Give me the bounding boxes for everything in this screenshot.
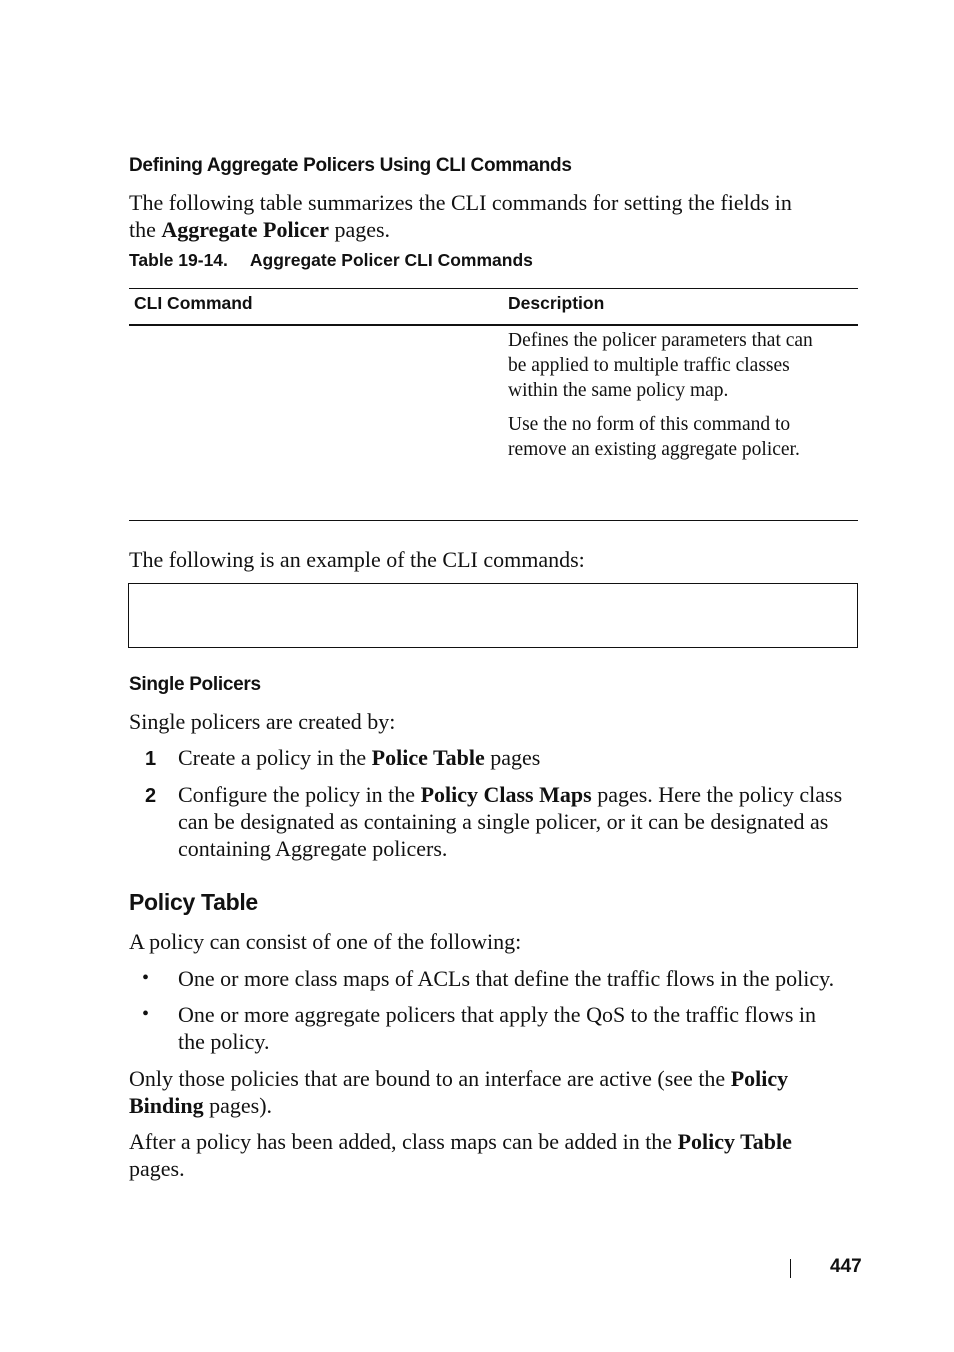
table-caption-title: Aggregate Policer CLI Commands (249, 250, 533, 270)
table-header-description: Description (508, 293, 605, 313)
policy-intro: A policy can consist of one of the following: (129, 929, 522, 954)
step-line: containing Aggregate policers. (178, 836, 448, 861)
example-intro: The following is an example of the CLI commands: (129, 547, 585, 572)
bullet-dot: • (142, 1003, 150, 1025)
step-line: can be designated as containing a single policer, or it can be designated as (178, 809, 829, 834)
ui-ref-policy-class-maps: Policy Class Maps (420, 782, 592, 807)
table-top-rule (129, 288, 858, 289)
table-caption-number: Table 19-14. (129, 250, 228, 270)
step-text-end: pages. Here the policy class (591, 782, 843, 807)
policy-paragraph-2 (129, 1128, 792, 1182)
intro-paragraph (129, 189, 792, 243)
bullet-item (178, 1001, 816, 1055)
intro-line-2 (129, 216, 792, 243)
ui-ref-policy-binding-cont: Binding (129, 1093, 204, 1118)
bullet-line: the policy. (178, 1029, 270, 1054)
step-text-end: pages (484, 745, 541, 770)
ui-ref-police-table: Police Table (371, 745, 485, 770)
ui-ref-aggregate-policer: Aggregate Policer (161, 217, 329, 242)
footer-separator (790, 1259, 791, 1278)
table-header-rule (129, 324, 858, 326)
step-2 (178, 781, 842, 862)
ui-ref-policy-binding: Policy (730, 1066, 789, 1091)
step-text: Create a policy in the (178, 745, 372, 770)
step-text: Configure the policy in the (178, 782, 421, 807)
single-policers-heading: Single Policers (129, 674, 261, 695)
bullet-dot: • (142, 967, 150, 989)
para-text-end: pages). (203, 1093, 273, 1118)
single-policers-intro: Single policers are created by: (129, 709, 396, 734)
bullet-line: One or more aggregate policers that apply the QoS to the traffic flows in (178, 1002, 817, 1027)
desc-line: be applied to multiple traffic classes (508, 355, 790, 376)
para-text: Only those policies that are bound to an interface are active (see the (129, 1066, 731, 1091)
para-text-end: pages. (129, 1156, 185, 1181)
step-number: 2 (145, 785, 157, 807)
intro-line-1: The following table summarizes the CLI commands for setting the fields in (129, 190, 792, 215)
bullet-item: One or more class maps of ACLs that define the traffic flows in the policy. (178, 966, 835, 991)
desc-line: Defines the policer parameters that can (508, 330, 813, 351)
policy-paragraph-1 (129, 1065, 788, 1119)
intro-text: the (129, 217, 162, 242)
desc-line: Use the no form of this command to (508, 414, 791, 435)
ui-ref-policy-table: Policy Table (677, 1129, 792, 1154)
policy-table-heading: Policy Table (129, 889, 258, 915)
desc-line: remove an existing aggregate policer. (508, 439, 800, 460)
table-cell-description (508, 328, 813, 462)
intro-text-end: pages. (328, 217, 391, 242)
code-example-box (128, 583, 858, 648)
step-number: 1 (145, 748, 157, 770)
para-text: After a policy has been added, class maps can be added in the (129, 1129, 678, 1154)
desc-line: within the same policy map. (508, 380, 729, 401)
table-bottom-rule (129, 520, 858, 521)
table-header-cli: CLI Command (134, 293, 253, 313)
step-1 (178, 744, 540, 771)
table-caption (129, 250, 533, 271)
section-heading: Defining Aggregate Policers Using CLI Commands (129, 155, 572, 176)
page-number: 447 (830, 1256, 862, 1277)
